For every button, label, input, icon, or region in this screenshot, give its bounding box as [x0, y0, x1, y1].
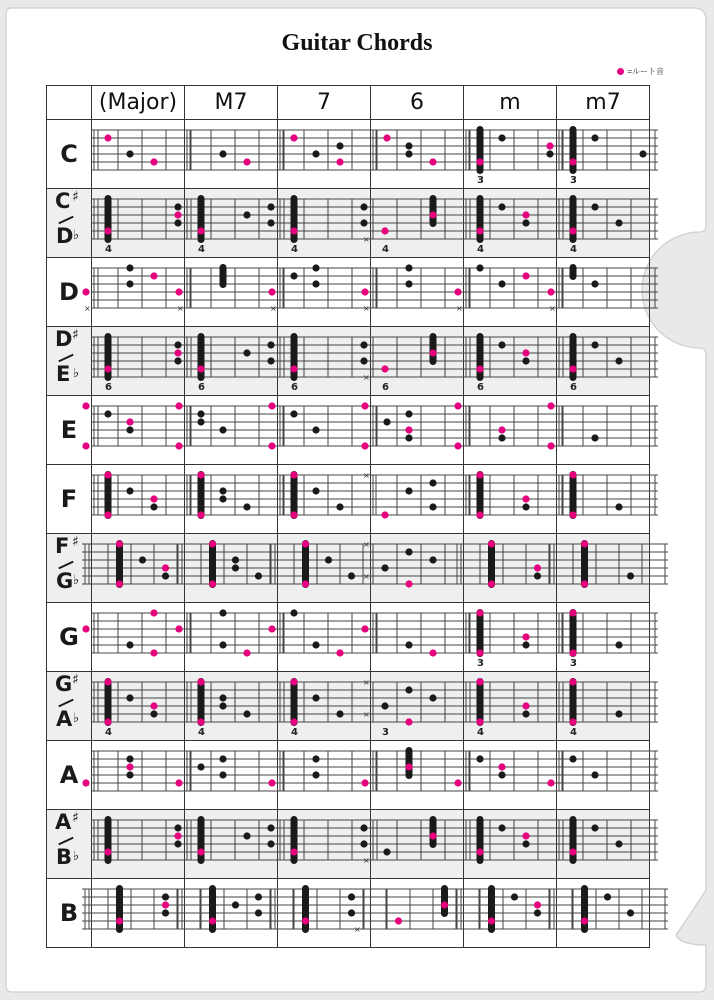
fretboard-icon: [465, 191, 555, 255]
chord-diagram-minor: [464, 189, 557, 258]
svg-text:×: ×: [84, 304, 91, 313]
chord-diagram-major7: [185, 189, 278, 258]
svg-text:3: 3: [382, 727, 389, 738]
fretboard-icon: [186, 398, 276, 462]
slash-divider: [58, 354, 73, 363]
fretboard-icon: [279, 467, 369, 531]
fretboard-icon: [270, 260, 369, 324]
sharp-root: G: [55, 672, 73, 696]
slash-divider: [58, 561, 73, 570]
fretboard-icon: [456, 260, 555, 324]
flat-root: B: [56, 845, 73, 869]
header-sixth: 6: [371, 86, 464, 120]
svg-text:×: ×: [363, 678, 370, 687]
fretboard-icon: [279, 605, 369, 669]
root-name: E: [60, 416, 78, 444]
chord-diagram-major7: [185, 810, 278, 879]
fretboard-icon: [354, 881, 462, 945]
fretboard-icon: [279, 329, 369, 393]
chord-diagram-sixth: [371, 396, 464, 465]
fretboard-icon: [465, 743, 555, 807]
flat-sign: ♭: [73, 711, 80, 726]
fretboard-icon: [465, 329, 555, 393]
fretboard-icon: [279, 812, 369, 876]
svg-text:6: 6: [291, 382, 298, 393]
row-label: [47, 120, 92, 189]
chord-diagram-minor: [464, 327, 557, 396]
flat-root: D: [56, 224, 74, 248]
chord-diagram-minor7: [557, 810, 650, 879]
svg-text:×: ×: [177, 304, 184, 313]
fretboard-icon: [558, 536, 648, 600]
fretboard-icon: [558, 122, 648, 186]
chord-diagram-minor7: [557, 327, 650, 396]
chord-diagram-major7: [185, 603, 278, 672]
enharmonic-label: [51, 812, 87, 872]
chord-diagram-minor7: [549, 258, 650, 327]
chord-diagram-major: [84, 258, 185, 327]
svg-text:×: ×: [549, 304, 556, 313]
sharp-sign: ♯: [72, 189, 79, 205]
fretboard-icon: [93, 398, 183, 462]
chord-diagram-sixth: [363, 810, 464, 879]
chord-diagram-sixth: [371, 741, 464, 810]
root-name: D: [59, 278, 79, 306]
chord-diagram-sixth: [354, 879, 464, 948]
fretboard-icon: [558, 674, 648, 738]
enharmonic-label: [51, 536, 87, 596]
svg-text:×: ×: [270, 304, 277, 313]
chord-diagram-dominant7: [278, 534, 371, 603]
chord-rows: [47, 120, 650, 948]
chord-diagram-dominant7: [270, 258, 371, 327]
chord-row: [47, 396, 650, 465]
chord-diagram-major: [92, 603, 185, 672]
sharp-sign: ♯: [72, 672, 79, 688]
chord-diagram-major: [92, 534, 185, 603]
svg-text:4: 4: [198, 727, 205, 738]
fretboard-icon: [93, 605, 183, 669]
fretboard-icon: [558, 605, 648, 669]
fretboard-icon: [186, 674, 276, 738]
chord-diagram-major7: [185, 534, 278, 603]
root-name: C: [60, 140, 78, 168]
chord-row: [47, 672, 650, 741]
root-dot-icon: [617, 68, 624, 75]
chord-diagram-major7: [185, 396, 278, 465]
chord-diagram-sixth: [363, 534, 464, 603]
sharp-sign: ♯: [72, 327, 79, 343]
header-major: (Major): [92, 86, 185, 120]
fretboard-icon: [93, 467, 183, 531]
chord-diagram-minor: [464, 810, 557, 879]
chord-row: [47, 120, 650, 189]
root-name: F: [60, 485, 78, 513]
sharp-root: A: [55, 810, 72, 834]
header-minor7: m7: [557, 86, 650, 120]
fretboard-icon: [372, 122, 462, 186]
svg-text:3: 3: [477, 658, 484, 669]
svg-text:×: ×: [363, 856, 370, 865]
fretboard-icon: [465, 467, 555, 531]
chord-row: [47, 258, 650, 327]
fretboard-icon: [186, 536, 276, 600]
chord-diagram-major: [92, 741, 185, 810]
row-label: [47, 465, 92, 534]
fretboard-icon: [558, 812, 648, 876]
chord-diagram-dominant7: [278, 741, 371, 810]
chord-row: [47, 741, 650, 810]
enharmonic-label: [51, 191, 87, 251]
page-title: Guitar Chords: [281, 30, 433, 56]
chord-diagram-minor: [464, 741, 557, 810]
row-label: [47, 603, 92, 672]
chord-table: [46, 85, 650, 948]
fretboard-icon: [465, 881, 555, 945]
chord-diagram-minor: [464, 120, 557, 189]
row-label: [47, 741, 92, 810]
chord-diagram-sixth: [371, 120, 464, 189]
fretboard-icon: [558, 329, 648, 393]
fretboard-icon: [558, 743, 648, 807]
root-name: G: [59, 623, 79, 651]
fretboard-icon: [93, 191, 183, 255]
chord-diagram-major: [92, 120, 185, 189]
fretboard-icon: [186, 191, 276, 255]
chord-diagram-minor7: [557, 534, 650, 603]
chord-diagram-major7: [185, 741, 278, 810]
chord-diagram-minor7: [557, 465, 650, 534]
chord-row: [47, 534, 650, 603]
chord-diagram-minor: [464, 465, 557, 534]
svg-text:6: 6: [382, 382, 389, 393]
fretboard-icon: [84, 260, 183, 324]
slash-divider: [58, 837, 73, 846]
row-label: [47, 327, 92, 396]
chord-diagram-major7: [185, 327, 278, 396]
fretboard-icon: [279, 122, 369, 186]
chord-diagram-major7: [185, 120, 278, 189]
fretboard-icon: [558, 467, 648, 531]
fretboard-icon: [363, 191, 462, 255]
svg-text:4: 4: [291, 727, 298, 738]
header-corner: [47, 86, 92, 120]
chord-diagram-dominant7: [278, 672, 371, 741]
fretboard-icon: [558, 398, 648, 462]
fretboard-icon: [93, 674, 183, 738]
chord-diagram-minor: [464, 396, 557, 465]
header-major7: M7: [185, 86, 278, 120]
chord-diagram-minor7: [557, 603, 650, 672]
sharp-sign: ♯: [72, 534, 79, 550]
chord-diagram-major7: [177, 258, 278, 327]
fretboard-icon: [93, 536, 183, 600]
fretboard-icon: [93, 329, 183, 393]
fretboard-icon: [279, 674, 369, 738]
svg-text:4: 4: [570, 727, 577, 738]
flat-root: E: [56, 362, 71, 386]
fretboard-icon: [279, 881, 369, 945]
chord-diagram-sixth: [371, 603, 464, 672]
svg-text:4: 4: [291, 244, 298, 255]
svg-text:×: ×: [363, 235, 370, 244]
fretboard-icon: [363, 329, 462, 393]
chord-diagram-minor: [464, 672, 557, 741]
chord-diagram-minor7: [557, 672, 650, 741]
header-dominant7: 7: [278, 86, 371, 120]
fretboard-icon: [465, 536, 555, 600]
chord-diagram-dominant7: [278, 603, 371, 672]
fretboard-icon: [465, 605, 555, 669]
svg-text:×: ×: [363, 471, 370, 480]
fretboard-icon: [363, 674, 462, 738]
flat-sign: ♭: [73, 849, 80, 864]
fretboard-icon: [549, 260, 648, 324]
svg-text:4: 4: [477, 244, 484, 255]
chord-diagram-minor: [464, 879, 557, 948]
row-label: [47, 672, 92, 741]
header-row: [47, 86, 650, 120]
chord-row: [47, 465, 650, 534]
fretboard-icon: [177, 260, 276, 324]
flat-root: A: [56, 707, 73, 731]
svg-text:4: 4: [477, 727, 484, 738]
row-label: [47, 810, 92, 879]
chord-diagram-major: [92, 810, 185, 879]
chord-diagram-dominant7: [278, 189, 371, 258]
chord-row: [47, 810, 650, 879]
fretboard-icon: [363, 467, 462, 531]
chord-diagram-sixth: [363, 465, 464, 534]
sharp-root: C: [55, 189, 71, 213]
fretboard-icon: [93, 743, 183, 807]
chord-diagram-major: [92, 396, 185, 465]
chord-diagram-major7: [185, 672, 278, 741]
svg-text:3: 3: [477, 175, 484, 186]
chord-diagram-major: [92, 189, 185, 258]
svg-text:×: ×: [363, 540, 370, 549]
svg-text:3: 3: [570, 175, 577, 186]
slash-divider: [58, 216, 73, 225]
sharp-sign: ♯: [72, 810, 79, 826]
chord-diagram-dominant7: [278, 327, 371, 396]
chord-diagram-dominant7: [278, 465, 371, 534]
svg-text:6: 6: [570, 382, 577, 393]
fretboard-icon: [93, 122, 183, 186]
root-note-legend: [617, 66, 664, 77]
root-name: B: [59, 899, 79, 927]
chord-diagram-minor7: [557, 120, 650, 189]
svg-text:6: 6: [477, 382, 484, 393]
fretboard-icon: [465, 812, 555, 876]
svg-text:×: ×: [363, 710, 370, 719]
chord-row: [47, 879, 650, 948]
svg-text:4: 4: [382, 244, 389, 255]
svg-text:×: ×: [363, 304, 370, 313]
fretboard-icon: [372, 743, 462, 807]
chord-diagram-minor7: [557, 189, 650, 258]
svg-text:×: ×: [363, 572, 370, 581]
slash-divider: [58, 699, 73, 708]
svg-text:×: ×: [363, 373, 370, 382]
row-label: [47, 189, 92, 258]
chord-diagram-major7: [185, 465, 278, 534]
chord-diagram-sixth: [363, 672, 464, 741]
chord-diagram-sixth: [363, 258, 464, 327]
flat-sign: ♭: [73, 228, 80, 243]
chord-diagram-major: [92, 327, 185, 396]
chord-diagram-sixth: [363, 327, 464, 396]
svg-text:6: 6: [198, 382, 205, 393]
fretboard-icon: [93, 812, 183, 876]
legend-label: =ルート音: [627, 67, 664, 76]
chord-diagram-major: [92, 879, 185, 948]
svg-text:4: 4: [105, 727, 112, 738]
chord-diagram-dominant7: [278, 120, 371, 189]
fretboard-icon: [363, 260, 462, 324]
svg-text:4: 4: [198, 244, 205, 255]
chord-diagram-minor: [456, 258, 557, 327]
flat-sign: ♭: [73, 366, 80, 381]
chord-diagram-sixth: [363, 189, 464, 258]
chord-diagram-minor7: [557, 879, 650, 948]
chord-diagram-dominant7: [278, 810, 371, 879]
flat-sign: ♭: [73, 573, 80, 588]
chord-row: [47, 189, 650, 258]
fretboard-icon: [363, 536, 462, 600]
fretboard-icon: [465, 398, 555, 462]
fretboard-icon: [279, 398, 369, 462]
fretboard-icon: [186, 329, 276, 393]
fretboard-icon: [465, 674, 555, 738]
chord-diagram-major: [92, 672, 185, 741]
fretboard-icon: [186, 122, 276, 186]
fretboard-icon: [186, 605, 276, 669]
svg-text:3: 3: [570, 658, 577, 669]
svg-text:×: ×: [354, 925, 361, 934]
header-minor: m: [464, 86, 557, 120]
svg-text:×: ×: [456, 304, 463, 313]
chord-diagram-major: [92, 465, 185, 534]
fretboard-icon: [93, 881, 183, 945]
enharmonic-label: [51, 674, 87, 734]
flat-root: G: [56, 569, 74, 593]
fretboard-icon: [279, 536, 369, 600]
chord-diagram-major7: [185, 879, 278, 948]
fretboard-icon: [465, 122, 555, 186]
fretboard-icon: [363, 812, 462, 876]
fretboard-icon: [372, 398, 462, 462]
chord-diagram-minor7: [557, 396, 650, 465]
chord-diagram-minor: [464, 603, 557, 672]
chord-row: [47, 603, 650, 672]
chord-row: [47, 327, 650, 396]
fretboard-icon: [279, 191, 369, 255]
fretboard-icon: [186, 881, 276, 945]
fretboard-icon: [558, 191, 648, 255]
chord-diagram-minor7: [557, 741, 650, 810]
fretboard-icon: [372, 605, 462, 669]
sharp-root: F: [55, 534, 70, 558]
fretboard-icon: [186, 743, 276, 807]
root-name: A: [59, 761, 79, 789]
svg-text:6: 6: [105, 382, 112, 393]
fretboard-icon: [186, 467, 276, 531]
svg-text:4: 4: [105, 244, 112, 255]
chord-diagram-dominant7: [278, 396, 371, 465]
svg-text:4: 4: [570, 244, 577, 255]
sharp-root: D: [55, 327, 73, 351]
enharmonic-label: [51, 329, 87, 389]
fretboard-icon: [558, 881, 648, 945]
chord-diagram-dominant7: [278, 879, 371, 948]
fretboard-icon: [279, 743, 369, 807]
fretboard-icon: [186, 812, 276, 876]
chord-diagram-minor: [464, 534, 557, 603]
